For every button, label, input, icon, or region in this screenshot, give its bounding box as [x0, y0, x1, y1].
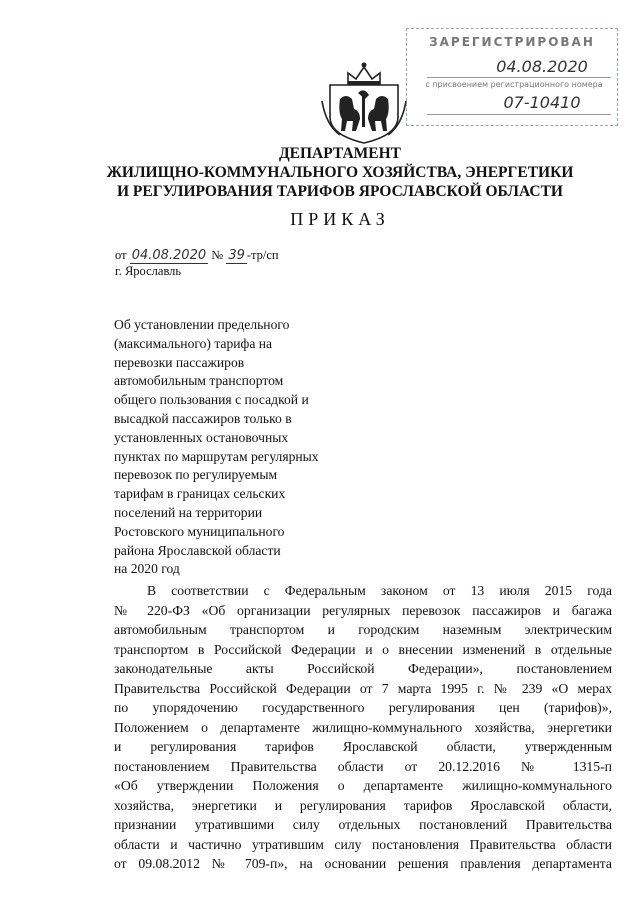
order-city: г. Ярославль	[115, 264, 182, 278]
body-line: Положением о департаменте жилищно-коммунального хозяйства, энергетики	[114, 719, 612, 735]
order-date: 04.08.2020	[131, 248, 207, 263]
subject-line: автомобильным транспортом	[114, 373, 284, 389]
body-line: транспортом в Российской Федерации и о внесении изменений в отдельные	[114, 641, 612, 657]
subject-line: Ростовского муниципального	[114, 523, 285, 539]
subject-line: перевозок по регулируемым	[114, 467, 278, 483]
subject-line: района Ярославской области	[114, 542, 281, 558]
body-line: В соответствии с Федеральным законом от 13 июля 2015 года	[147, 583, 612, 598]
body-line: законодательные акты Российской Федерации», постановлением	[114, 661, 612, 676]
stamp-title: ЗАРЕГИСТРИРОВАН	[429, 35, 595, 49]
body-line: области и частично утратившим силу постановления Правительства области	[114, 836, 612, 852]
department-line-3: И РЕГУЛИРОВАНИЯ ТАРИФОВ ЯРОСЛАВСКОЙ ОБЛАСТИ	[117, 183, 563, 200]
stamp-subtitle: с присвоением регистрационного номера	[425, 80, 603, 89]
order-number: 39	[228, 248, 245, 263]
subject-line: поселений на территории	[114, 504, 263, 520]
order-subject	[114, 316, 354, 579]
department-line-1: ДЕПАРТАМЕНТ	[278, 145, 402, 162]
number-label: №	[211, 248, 224, 262]
subject-line: тарифам в границах сельских	[114, 486, 286, 502]
body-line: автомобильным транспортом и городским наземным электрическим	[114, 622, 612, 637]
subject-line: пунктах по маршрутам регулярных	[114, 448, 319, 464]
body-line: хозяйства, энергетики и регулирования тарифов Ярославской области,	[114, 797, 612, 813]
body-line: признании утратившими силу отдельных постановлений Правительства	[114, 817, 612, 832]
stamp-divider	[427, 77, 611, 78]
body-line: от 09.08.2012 № 709-п», на основании решения правления департамента	[114, 856, 612, 871]
body-line: и регулирования тарифов Ярославской области, утвержденным	[114, 739, 612, 754]
body-line: № 220-ФЗ «Об организации регулярных перевозок пассажиров и багажа	[114, 602, 612, 618]
order-number-suffix: -тр/сп	[246, 248, 279, 262]
stamp-divider	[427, 114, 611, 115]
subject-line: (максимального) тарифа на	[114, 335, 273, 351]
subject-line: установленных остановочных	[114, 429, 289, 445]
body-line: Правительства Российской Федерации от 7 марта 1995 г. № 239 «О мерах	[114, 680, 612, 696]
coat-of-arms-emblem	[318, 55, 410, 147]
subject-line: перевозки пассажиров	[114, 354, 245, 370]
department-header	[80, 144, 600, 201]
order-date-line	[115, 248, 279, 264]
body-line: постановлением Правительства области от 20.12.2016 № 1315-п	[114, 758, 612, 774]
subject-line: высадкой пассажиров только в	[114, 410, 292, 426]
subject-line: Об установлении предельного	[114, 317, 290, 332]
stamp-registration-number: 07-10410	[503, 93, 581, 112]
registration-stamp	[406, 28, 618, 126]
body-line: «Об утверждении Положения о департаменте жилищно-коммунального	[114, 778, 612, 793]
order-title: ПРИКАЗ	[290, 209, 390, 229]
subject-line: общего пользования с посадкой и	[114, 392, 309, 408]
order-body-paragraph	[114, 581, 612, 874]
from-label: от	[115, 248, 127, 262]
department-line-2: ЖИЛИЩНО-КОММУНАЛЬНОГО ХОЗЯЙСТВА, ЭНЕРГЕТИКИ	[106, 164, 574, 181]
stamp-date: 04.08.2020	[496, 57, 588, 76]
subject-line: на 2020 год	[114, 561, 180, 577]
body-line: по упорядочению государственного регулирования цен (тарифов)»,	[114, 700, 612, 715]
